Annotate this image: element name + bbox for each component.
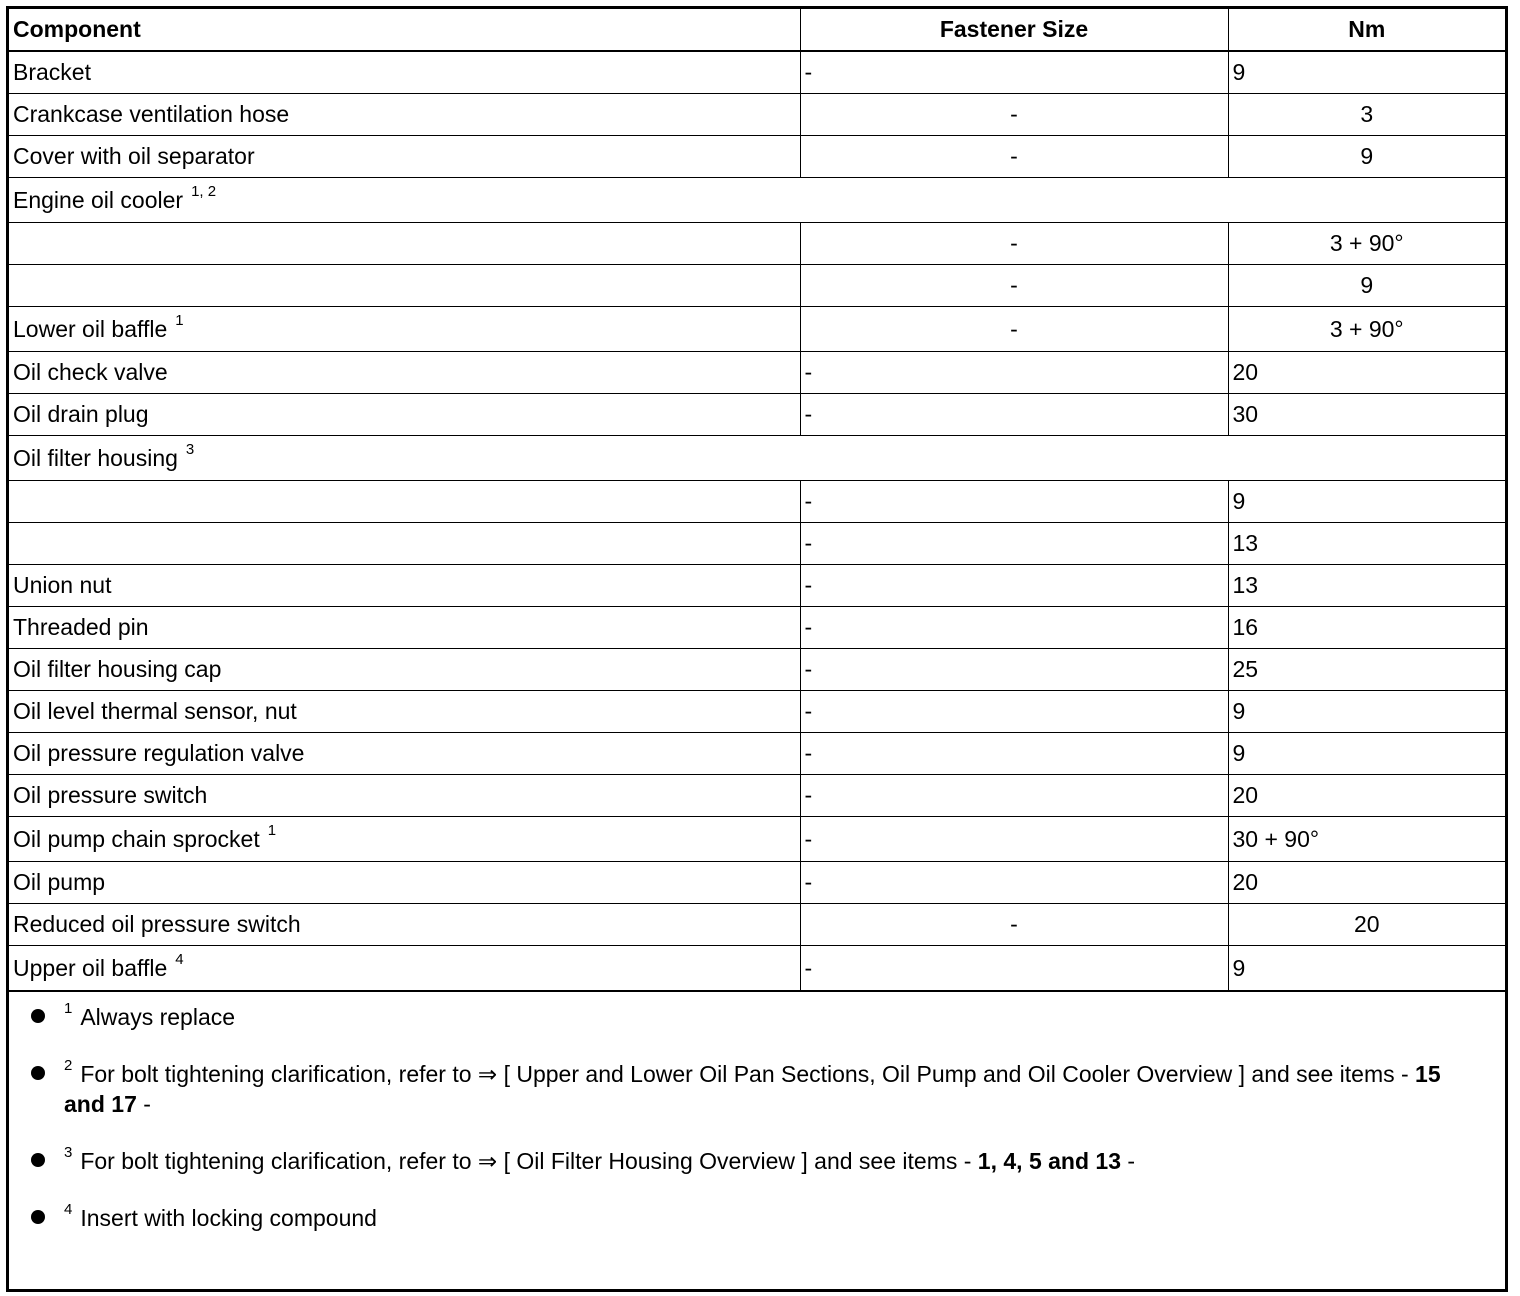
component-label: Oil level thermal sensor, nut — [13, 698, 297, 724]
cell-nm: 9 — [1228, 265, 1505, 307]
cell-component — [9, 265, 800, 307]
cell-nm: 20 — [1228, 775, 1505, 817]
cell-fastener-size: - — [800, 862, 1228, 904]
cell-component — [9, 178, 1505, 223]
cell-component — [9, 607, 800, 649]
table-row — [9, 817, 1505, 862]
cell-fastener-size: - — [800, 481, 1228, 523]
cell-component — [9, 436, 1505, 481]
component-label: Oil pump chain sprocket — [13, 826, 260, 852]
cell-fastener-size: - — [800, 136, 1228, 178]
footnote-text: For bolt tightening clarification, refer to ⇒ [ Upper and Lower Oil Pan Sections, Oil Pump and Oil Cooler Overview ] and see items - — [80, 1061, 1416, 1087]
cell-fastener-size: - — [800, 904, 1228, 946]
footnote-number: 3 — [64, 1144, 73, 1162]
component-label: Oil filter housing — [13, 445, 178, 471]
cell-component — [9, 523, 800, 565]
cell-nm: 30 + 90° — [1228, 817, 1505, 862]
footnote-text: Always replace — [80, 1004, 236, 1030]
component-label: Threaded pin — [13, 614, 149, 640]
component-label: Lower oil baffle — [13, 316, 168, 342]
cell-fastener-size: - — [800, 775, 1228, 817]
component-label: Oil pump — [13, 869, 106, 895]
table-row — [9, 862, 1505, 904]
footnotes-list — [9, 992, 1505, 1233]
cell-component — [9, 904, 800, 946]
footnote-item — [9, 1002, 1505, 1032]
footnote-text: Insert with locking compound — [80, 1205, 377, 1231]
cell-nm: 9 — [1228, 481, 1505, 523]
table-row — [9, 607, 1505, 649]
bullet-icon — [31, 1066, 45, 1080]
cell-fastener-size: - — [800, 394, 1228, 436]
cell-component — [9, 649, 800, 691]
table-row — [9, 946, 1505, 992]
component-label: Oil check valve — [13, 359, 168, 385]
cell-nm: 30 — [1228, 394, 1505, 436]
cell-nm: 13 — [1228, 565, 1505, 607]
cell-nm: 9 — [1228, 733, 1505, 775]
cell-component — [9, 565, 800, 607]
component-label: Oil drain plug — [13, 401, 149, 427]
component-label: Cover with oil separator — [13, 143, 255, 169]
cell-component — [9, 946, 800, 992]
table-row — [9, 775, 1505, 817]
table-row — [9, 136, 1505, 178]
header-component: Component — [9, 9, 800, 51]
cell-component — [9, 352, 800, 394]
cell-nm: 20 — [1228, 862, 1505, 904]
table-header-row — [9, 9, 1505, 51]
cell-fastener-size: - — [800, 523, 1228, 565]
component-label: Bracket — [13, 59, 91, 85]
cell-component — [9, 307, 800, 352]
cell-component — [9, 691, 800, 733]
cell-fastener-size: - — [800, 352, 1228, 394]
cell-nm: 16 — [1228, 607, 1505, 649]
cell-fastener-size: - — [800, 817, 1228, 862]
cell-nm: 9 — [1228, 946, 1505, 992]
footnote-items-ref: 1, 4, 5 and 13 — [977, 1148, 1121, 1174]
table-row — [9, 481, 1505, 523]
table-row — [9, 51, 1505, 94]
bullet-icon — [31, 1210, 45, 1224]
table-row — [9, 94, 1505, 136]
cell-nm: 20 — [1228, 904, 1505, 946]
header-fastener-size: Fastener Size — [800, 9, 1228, 51]
bullet-icon — [31, 1009, 45, 1023]
cell-component — [9, 817, 800, 862]
cell-nm: 25 — [1228, 649, 1505, 691]
bullet-icon — [31, 1153, 45, 1167]
footnote-items-ref: 15 and 17 — [64, 1061, 1441, 1117]
footnote-item — [9, 1203, 1505, 1233]
cell-component — [9, 394, 800, 436]
cell-fastener-size: - — [800, 607, 1228, 649]
cell-nm: 9 — [1228, 136, 1505, 178]
cell-nm: 3 + 90° — [1228, 307, 1505, 352]
cell-component — [9, 775, 800, 817]
table-row — [9, 649, 1505, 691]
footnote-text: - — [136, 1091, 151, 1117]
component-label: Reduced oil pressure switch — [13, 911, 301, 937]
table-row — [9, 565, 1505, 607]
table-row — [9, 691, 1505, 733]
cell-nm: 9 — [1228, 51, 1505, 94]
table-group-row — [9, 436, 1505, 481]
cell-fastener-size: - — [800, 946, 1228, 992]
footnote-text: - — [1121, 1148, 1136, 1174]
table-row — [9, 265, 1505, 307]
footnote-ref: 3 — [185, 441, 195, 459]
cell-nm: 20 — [1228, 352, 1505, 394]
table-row — [9, 307, 1505, 352]
cell-fastener-size: - — [800, 265, 1228, 307]
footnote-ref: 4 — [175, 951, 184, 969]
table-row — [9, 523, 1505, 565]
table-row — [9, 352, 1505, 394]
footnote-number: 4 — [64, 1201, 73, 1219]
component-label: Crankcase ventilation hose — [13, 101, 290, 127]
footnote-ref: 1, 2 — [191, 183, 217, 201]
table-group-row — [9, 178, 1505, 223]
footnote-number: 2 — [64, 1057, 73, 1075]
cell-component — [9, 733, 800, 775]
cell-component — [9, 223, 800, 265]
torque-spec-table — [9, 9, 1505, 992]
component-label: Oil filter housing cap — [13, 656, 222, 682]
cell-component — [9, 51, 800, 94]
cell-nm: 3 — [1228, 94, 1505, 136]
cell-nm: 3 + 90° — [1228, 223, 1505, 265]
cell-fastener-size: - — [800, 691, 1228, 733]
component-label: Oil pressure switch — [13, 782, 208, 808]
table-row — [9, 394, 1505, 436]
header-nm: Nm — [1228, 9, 1505, 51]
cell-component — [9, 862, 800, 904]
cell-component — [9, 481, 800, 523]
cell-fastener-size: - — [800, 223, 1228, 265]
cell-nm: 9 — [1228, 691, 1505, 733]
cell-fastener-size: - — [800, 565, 1228, 607]
cell-fastener-size: - — [800, 733, 1228, 775]
footnote-ref: 1 — [175, 312, 184, 330]
footnote-item — [9, 1146, 1505, 1176]
component-label: Union nut — [13, 572, 112, 598]
cell-fastener-size: - — [800, 94, 1228, 136]
cell-fastener-size: - — [800, 51, 1228, 94]
cell-fastener-size: - — [800, 649, 1228, 691]
footnote-number: 1 — [64, 1000, 73, 1018]
component-label: Oil pressure regulation valve — [13, 740, 305, 766]
footnote-ref: 1 — [267, 822, 277, 840]
footnote-text: For bolt tightening clarification, refer to ⇒ [ Oil Filter Housing Overview ] and see items - — [80, 1148, 978, 1174]
footnote-item — [9, 1059, 1505, 1119]
cell-component — [9, 94, 800, 136]
table-row — [9, 733, 1505, 775]
component-label: Engine oil cooler — [13, 187, 184, 213]
cell-component — [9, 136, 800, 178]
torque-spec-document — [6, 6, 1508, 1292]
cell-fastener-size: - — [800, 307, 1228, 352]
component-label: Upper oil baffle — [13, 955, 168, 981]
cell-nm: 13 — [1228, 523, 1505, 565]
table-row — [9, 223, 1505, 265]
table-row — [9, 904, 1505, 946]
